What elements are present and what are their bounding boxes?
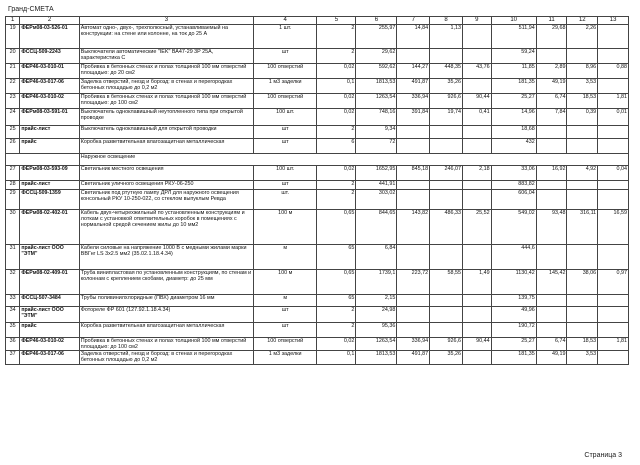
table-cell: 19	[6, 25, 20, 49]
column-header: 6	[356, 17, 397, 25]
table-cell: Выключатель одноклавишный для открытой проводки	[79, 126, 253, 139]
column-header: 8	[430, 17, 463, 25]
table-cell: 29,68	[536, 25, 567, 49]
table-cell: 1739,1	[356, 270, 397, 295]
table-cell	[536, 245, 567, 270]
table-cell: Выключатели автоматические "IEK" ВА47-29 3P 25А, характеристика С	[79, 49, 253, 64]
table-cell: 20	[6, 49, 20, 64]
table-cell	[397, 190, 430, 210]
table-cell: м	[253, 245, 317, 270]
table-cell	[598, 139, 629, 154]
table-cell: 336,94	[397, 338, 430, 351]
column-header: 4	[253, 17, 317, 25]
section-row	[6, 154, 629, 166]
table-cell: Заделка отверстий, гнезд и борозд: в стенах и перегородках бетонных площадью до 0,2 м2	[79, 79, 253, 94]
table-cell: Кабель двух-четырехжильный по установленным конструкциям и лоткам с установкой ответвительных коробок в помещениях с нормальной средой сечением жилы до 10 мм2	[79, 210, 253, 245]
table-cell: 844,65	[356, 210, 397, 245]
table-cell: ФССЦ-509-1359	[20, 190, 79, 210]
table-cell: 14,96	[491, 109, 536, 126]
table-cell: 606,04	[491, 190, 536, 210]
table-cell: 0,39	[567, 109, 598, 126]
table-cell	[536, 126, 567, 139]
table-cell: ФЕРм08-02-402-01	[20, 210, 79, 245]
table-cell	[430, 295, 463, 307]
table-cell: 549,02	[491, 210, 536, 245]
column-header: 11	[536, 17, 567, 25]
table-cell: Светильник под ртутную лампу ДРЛ для наружного освещения консольный РКУ 10-250-022, со стеклом выпуклым Ревда	[79, 190, 253, 210]
table-cell: 0,97	[598, 270, 629, 295]
table-cell: 316,11	[567, 210, 598, 245]
table-cell: 11,85	[491, 64, 536, 79]
table-cell	[598, 323, 629, 338]
table-cell: 18,68	[491, 126, 536, 139]
table-cell: 2,15	[356, 295, 397, 307]
table-cell: ФЕРм08-03-526-01	[20, 25, 79, 49]
table-cell: 491,87	[397, 351, 430, 365]
table-cell: Заделка отверстий, гнезд и борозд: в стенах и перегородках бетонных площадью до 0,2 м2	[79, 351, 253, 365]
table-cell: 336,94	[397, 94, 430, 109]
table-cell: ФЕР46-03-010-02	[20, 94, 79, 109]
table-cell: шт	[253, 126, 317, 139]
table-cell: 36	[6, 338, 20, 351]
table-cell: прайс-лист	[20, 126, 79, 139]
table-cell: Пробивка в бетонных стенах и полах толщиной 100 мм отверстий площадью: до 100 см2	[79, 94, 253, 109]
column-header: 12	[567, 17, 598, 25]
table-cell: 486,33	[430, 210, 463, 245]
table-cell: 25,52	[462, 210, 491, 245]
table-cell: 43,76	[462, 64, 491, 79]
table-cell: 926,6	[430, 338, 463, 351]
table-cell	[598, 307, 629, 323]
table-cell: 31	[6, 245, 20, 270]
column-header: 2	[20, 17, 79, 25]
table-cell: Светильник уличного освещения РКУ-06-250	[79, 181, 253, 190]
table-cell	[567, 245, 598, 270]
table-cell: 65	[317, 295, 356, 307]
table-cell	[567, 139, 598, 154]
table-cell: 223,72	[397, 270, 430, 295]
table-cell	[536, 181, 567, 190]
table-cell	[567, 181, 598, 190]
table-cell: Пробивка в бетонных стенах и полах толщиной 100 мм отверстий площадью: до 20 см2	[79, 64, 253, 79]
table-cell	[567, 323, 598, 338]
table-cell: прайс	[20, 139, 79, 154]
table-cell	[462, 79, 491, 94]
table-cell: ФССЦ-507-3484	[20, 295, 79, 307]
table-cell: 8,96	[567, 64, 598, 79]
page-number: Страница 3	[584, 452, 622, 459]
table-cell	[430, 323, 463, 338]
table-cell	[430, 139, 463, 154]
table-cell: прайс-лист	[20, 181, 79, 190]
table-cell: 926,6	[430, 94, 463, 109]
table-cell: 18,53	[567, 94, 598, 109]
table-cell: ФЕР46-03-010-01	[20, 64, 79, 79]
table-cell: прайс-лист ООО "ЭТМ"	[20, 307, 79, 323]
column-header: 3	[79, 17, 253, 25]
table-cell: 49,19	[536, 351, 567, 365]
table-cell: прайс	[20, 323, 79, 338]
table-cell: 0,02	[317, 94, 356, 109]
table-cell	[462, 295, 491, 307]
table-cell	[536, 323, 567, 338]
table-cell: 3,53	[567, 79, 598, 94]
table-cell: 1813,53	[356, 351, 397, 365]
table-cell: Пробивка в бетонных стенах и полах толщиной 100 мм отверстий площадью: до 100 см2	[79, 338, 253, 351]
table-cell: 0,01	[598, 109, 629, 126]
table-cell: 845,18	[397, 166, 430, 181]
table-cell: 25	[6, 126, 20, 139]
table-cell	[397, 49, 430, 64]
table-cell: 2	[317, 307, 356, 323]
table-cell: 0,1	[317, 79, 356, 94]
table-cell: 90,44	[462, 94, 491, 109]
table-cell: шт	[253, 139, 317, 154]
table-cell: 1,81	[598, 338, 629, 351]
table-cell: 6	[317, 139, 356, 154]
table-cell: 144,27	[397, 64, 430, 79]
table-cell	[536, 307, 567, 323]
table-cell	[397, 295, 430, 307]
column-header: 5	[317, 17, 356, 25]
table-cell: 19,74	[430, 109, 463, 126]
table-cell	[598, 181, 629, 190]
table-cell: 2	[317, 49, 356, 64]
table-row	[6, 49, 629, 64]
table-cell: 16,92	[536, 166, 567, 181]
table-cell: 28	[6, 181, 20, 190]
table-cell: ФССЦ-509-2243	[20, 49, 79, 64]
table-cell	[397, 139, 430, 154]
table-cell: 4,92	[567, 166, 598, 181]
table-cell	[462, 139, 491, 154]
table-cell: 448,35	[430, 64, 463, 79]
table-cell: 100 отверстий	[253, 338, 317, 351]
table-cell: 2	[317, 25, 356, 49]
table-cell: 65	[317, 245, 356, 270]
table-cell	[430, 49, 463, 64]
table-cell: 0,65	[317, 210, 356, 245]
table-cell: 145,42	[536, 270, 567, 295]
table-cell: 2,89	[536, 64, 567, 79]
table-cell: Трубы поливинилхлоридные (ПВХ) диаметром 16 мм	[79, 295, 253, 307]
table-cell: 491,87	[397, 79, 430, 94]
table-cell: 2	[317, 190, 356, 210]
table-cell: 9,34	[356, 126, 397, 139]
table-cell: 33,06	[491, 166, 536, 181]
table-cell: 100 шт.	[253, 166, 317, 181]
table-cell: 22	[6, 79, 20, 94]
table-cell: Труба винипластовая по установленным конструкциям, по стенам и колоннам с креплением скобами, диаметр: до 25 мм	[79, 270, 253, 295]
table-cell: 0,02	[317, 166, 356, 181]
table-cell: Выключатель одноклавишный неутопленного типа при открытой проводке	[79, 109, 253, 126]
table-cell: 181,35	[491, 79, 536, 94]
table-cell	[462, 181, 491, 190]
table-cell	[462, 190, 491, 210]
table-cell: 1652,95	[356, 166, 397, 181]
table-cell	[462, 307, 491, 323]
table-cell: 72	[356, 139, 397, 154]
table-row	[6, 139, 629, 154]
table-cell: 6,84	[356, 245, 397, 270]
table-cell	[462, 49, 491, 64]
table-cell: 0,02	[317, 338, 356, 351]
table-cell: 143,82	[397, 210, 430, 245]
table-cell	[397, 126, 430, 139]
table-cell	[598, 79, 629, 94]
table-cell: 0,02	[317, 109, 356, 126]
table-cell: 0,02	[317, 64, 356, 79]
table-cell: 32	[6, 270, 20, 295]
table-cell: 441,91	[356, 181, 397, 190]
table-cell	[598, 245, 629, 270]
table-cell: 49,96	[491, 307, 536, 323]
table-cell: 0,04	[598, 166, 629, 181]
table-cell: Автомат одно-, двух-, трехполюсный, устанавливаемый на конструкции: на стене или колонне, на ток до 25 А	[79, 25, 253, 49]
table-cell: 1,13	[430, 25, 463, 49]
table-cell: 16,59	[598, 210, 629, 245]
column-header: 7	[397, 17, 430, 25]
table-row	[6, 94, 629, 109]
table-cell: 90,44	[462, 338, 491, 351]
column-header: 10	[491, 17, 536, 25]
table-cell: 0,88	[598, 64, 629, 79]
table-cell	[598, 126, 629, 139]
column-header: 1	[6, 17, 20, 25]
table-cell: 27	[6, 166, 20, 181]
table-cell: 1 м3 заделки	[253, 79, 317, 94]
table-cell: шт	[253, 181, 317, 190]
table-cell: шт	[253, 49, 317, 64]
table-cell: 23	[6, 94, 20, 109]
table-cell: 748,16	[356, 109, 397, 126]
table-cell: 38,06	[567, 270, 598, 295]
table-cell: Коробка разветвительная влагозащитная металлическая	[79, 323, 253, 338]
table-cell	[567, 49, 598, 64]
table-cell: 1,49	[462, 270, 491, 295]
table-cell: 33	[6, 295, 20, 307]
table-row	[6, 351, 629, 365]
table-cell: 2,26	[567, 25, 598, 49]
table-cell: шт	[253, 307, 317, 323]
estimate-table	[5, 16, 629, 365]
table-cell: 883,82	[491, 181, 536, 190]
table-cell	[397, 323, 430, 338]
table-cell: 35	[6, 323, 20, 338]
table-cell: 6,74	[536, 94, 567, 109]
table-cell: 21	[6, 64, 20, 79]
table-row	[6, 64, 629, 79]
table-cell: 0,65	[317, 270, 356, 295]
section-label: Наружное освещение	[79, 154, 628, 166]
table-cell	[598, 351, 629, 365]
table-cell	[430, 307, 463, 323]
table-cell	[430, 190, 463, 210]
table-cell: 190,72	[491, 323, 536, 338]
table-row	[6, 323, 629, 338]
table-cell: 35,26	[430, 79, 463, 94]
table-cell	[567, 126, 598, 139]
table-row	[6, 126, 629, 139]
table-cell: 2	[317, 181, 356, 190]
table-cell: 303,02	[356, 190, 397, 210]
table-cell: Кабели силовые на напряжение 1000 В с медными жилами марки ВВГнг LS 3х2.5 мм2 (35.02.1.18.4.34)	[79, 245, 253, 270]
table-cell: 95,36	[356, 323, 397, 338]
table-cell: 59,24	[491, 49, 536, 64]
table-cell: прайс-лист ООО "ЭТМ"	[20, 245, 79, 270]
column-header: 13	[598, 17, 629, 25]
table-cell: 24	[6, 109, 20, 126]
document-title: Гранд-СМЕТА	[8, 6, 54, 13]
table-row	[6, 25, 629, 49]
table-cell	[397, 245, 430, 270]
table-cell: 49,19	[536, 79, 567, 94]
table-cell	[598, 49, 629, 64]
table-row	[6, 307, 629, 323]
table-cell: шт	[253, 323, 317, 338]
table-cell: 58,55	[430, 270, 463, 295]
table-row	[6, 210, 629, 245]
table-cell: Светильник местного освещения	[79, 166, 253, 181]
table-cell: 29	[6, 190, 20, 210]
table-row	[6, 166, 629, 181]
table-cell: 391,84	[397, 109, 430, 126]
table-cell: ФЕРм08-03-591-01	[20, 109, 79, 126]
column-header: 9	[462, 17, 491, 25]
table-cell: 26	[6, 139, 20, 154]
table-cell	[598, 190, 629, 210]
table-cell	[397, 181, 430, 190]
table-cell	[462, 351, 491, 365]
table-cell	[430, 126, 463, 139]
table-cell: 1263,54	[356, 94, 397, 109]
table-cell: 444,6	[491, 245, 536, 270]
table-row	[6, 79, 629, 94]
table-cell: 30	[6, 210, 20, 245]
table-cell: 25,27	[491, 338, 536, 351]
table-cell: 0,1	[317, 351, 356, 365]
column-header-row	[6, 17, 629, 25]
table-cell: ФЕР46-03-017-06	[20, 351, 79, 365]
table-cell: ФЕР46-03-017-06	[20, 79, 79, 94]
table-cell	[567, 190, 598, 210]
estimate-table-body	[6, 17, 629, 365]
table-cell	[567, 307, 598, 323]
table-cell: 18,53	[567, 338, 598, 351]
table-cell: ФЕР46-03-010-02	[20, 338, 79, 351]
table-cell: 1130,42	[491, 270, 536, 295]
table-cell	[536, 295, 567, 307]
table-row	[6, 245, 629, 270]
table-row	[6, 109, 629, 126]
table-row	[6, 338, 629, 351]
section-spacer	[6, 154, 80, 166]
table-cell: 100 отверстий	[253, 64, 317, 79]
table-cell: шт.	[253, 190, 317, 210]
table-cell: 37	[6, 351, 20, 365]
table-cell	[567, 295, 598, 307]
table-cell: 1 шт.	[253, 25, 317, 49]
table-cell: 100 м	[253, 270, 317, 295]
table-cell: 3,53	[567, 351, 598, 365]
table-cell: 1,81	[598, 94, 629, 109]
table-cell: 14,84	[397, 25, 430, 49]
table-cell: 1263,54	[356, 338, 397, 351]
table-cell: Фотореле ФР 601 (127.92.1.18.4.34)	[79, 307, 253, 323]
table-cell	[462, 245, 491, 270]
table-cell: Коробка разветвительная влагозащитная металлическая	[79, 139, 253, 154]
table-cell: 25,27	[491, 94, 536, 109]
table-cell: 100 отверстий	[253, 94, 317, 109]
table-cell: 2	[317, 126, 356, 139]
table-cell: 6,74	[536, 338, 567, 351]
table-cell: м	[253, 295, 317, 307]
table-row	[6, 190, 629, 210]
table-cell: 0,41	[462, 109, 491, 126]
table-cell: 1813,53	[356, 79, 397, 94]
table-cell	[536, 190, 567, 210]
table-cell	[462, 126, 491, 139]
table-cell: 35,26	[430, 351, 463, 365]
table-cell: ФЕРм08-02-409-01	[20, 270, 79, 295]
table-cell: 255,97	[356, 25, 397, 49]
table-row	[6, 295, 629, 307]
table-cell	[462, 25, 491, 49]
table-cell: 2	[317, 323, 356, 338]
table-cell: 139,75	[491, 295, 536, 307]
table-row	[6, 270, 629, 295]
table-cell	[462, 323, 491, 338]
table-cell: 432	[491, 139, 536, 154]
table-cell	[598, 25, 629, 49]
table-cell: 1 м3 заделки	[253, 351, 317, 365]
table-cell: 181,35	[491, 351, 536, 365]
table-cell: 511,94	[491, 25, 536, 49]
table-cell: 246,07	[430, 166, 463, 181]
table-cell: 592,62	[356, 64, 397, 79]
table-cell	[536, 139, 567, 154]
table-cell: 29,62	[356, 49, 397, 64]
table-cell	[430, 181, 463, 190]
table-cell: 93,48	[536, 210, 567, 245]
table-cell: 100 м	[253, 210, 317, 245]
table-cell: 2,18	[462, 166, 491, 181]
table-cell: 34	[6, 307, 20, 323]
table-cell	[598, 295, 629, 307]
table-cell	[397, 307, 430, 323]
table-row	[6, 181, 629, 190]
table-cell: ФЕРм08-03-593-09	[20, 166, 79, 181]
table-cell	[536, 49, 567, 64]
table-cell: 7,84	[536, 109, 567, 126]
table-cell: 100 шт.	[253, 109, 317, 126]
table-cell	[430, 245, 463, 270]
table-cell: 24,98	[356, 307, 397, 323]
